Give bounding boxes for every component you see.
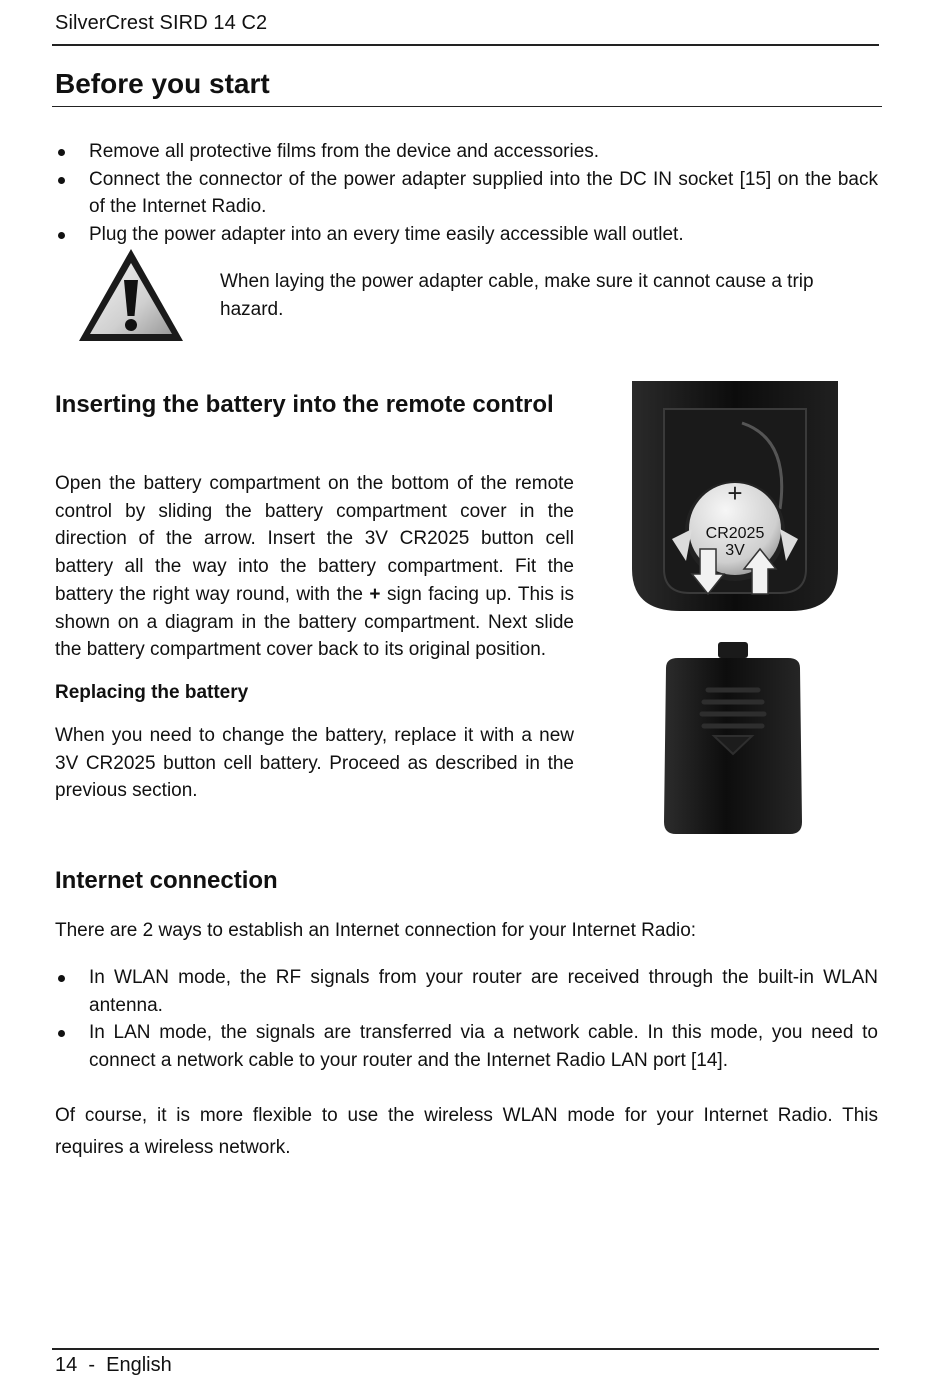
running-header: SilverCrest SIRD 14 C2 [55,12,268,34]
title-rule [52,106,882,107]
coin-voltage-label: 3V [725,542,745,559]
replacing-battery-text: When you need to change the battery, replace it with a new 3V CR2025 button cell battery. Proceed as described in the previous section. [55,725,574,801]
section-title-before-you-start: Before you start [55,68,270,99]
plus-sign: + [369,583,381,605]
warning-text: When laying the power adapter cable, make sure it cannot cause a trip hazard. [220,271,814,320]
page-footer: 14 - English [55,1354,172,1376]
remote-battery-compartment-photo [630,379,840,613]
list-item: In WLAN mode, the RF signals from your router are received through the built-in WLAN antenna. [55,964,878,1019]
section-title-battery: Inserting the battery into the remote control [55,391,554,418]
section-title-internet-connection: Internet connection [55,867,278,894]
battery-text-part2: sign facing up. This is shown on a diagram in the battery compartment. Next slide the battery compartment cover back to its original position. [55,583,574,661]
list-item: Remove all protective films from the device and accessories. [55,138,878,166]
internet-closing: Of course, it is more flexible to use the wireless WLAN mode for your Internet Radio. This requires a wireless network. [55,1105,878,1158]
internet-modes-list [55,964,878,1074]
header-rule [52,44,879,46]
footer-rule [52,1348,879,1350]
battery-text-part1: Open the battery compartment on the bottom of the remote control by sliding the battery compartment cover in the direction of the arrow. Insert the 3V CR2025 button cell battery all the way into the battery compartment. Fit the battery the right way round, with the [55,473,574,605]
list-item: Connect the connector of the power adapter supplied into the DC IN socket [15] on the back of the Internet Radio. [55,166,878,221]
coin-model-label: CR2025 [705,525,765,542]
list-item: In LAN mode, the signals are transferred via a network cable. In this mode, you need to connect a network cable to your router and the Internet Radio LAN port [14]. [55,1019,878,1074]
coin-plus-sign: + [727,478,743,508]
battery-instructions [55,470,574,664]
subsection-title-replacing-battery: Replacing the battery [55,682,249,703]
internet-intro: There are 2 ways to establish an Internet connection for your Internet Radio: [55,920,697,941]
list-item: Plug the power adapter into an every time easily accessible wall outlet. [55,221,878,249]
battery-cover-photo [660,640,806,836]
before-you-start-list [55,138,878,248]
warning-triangle-icon [76,246,186,344]
